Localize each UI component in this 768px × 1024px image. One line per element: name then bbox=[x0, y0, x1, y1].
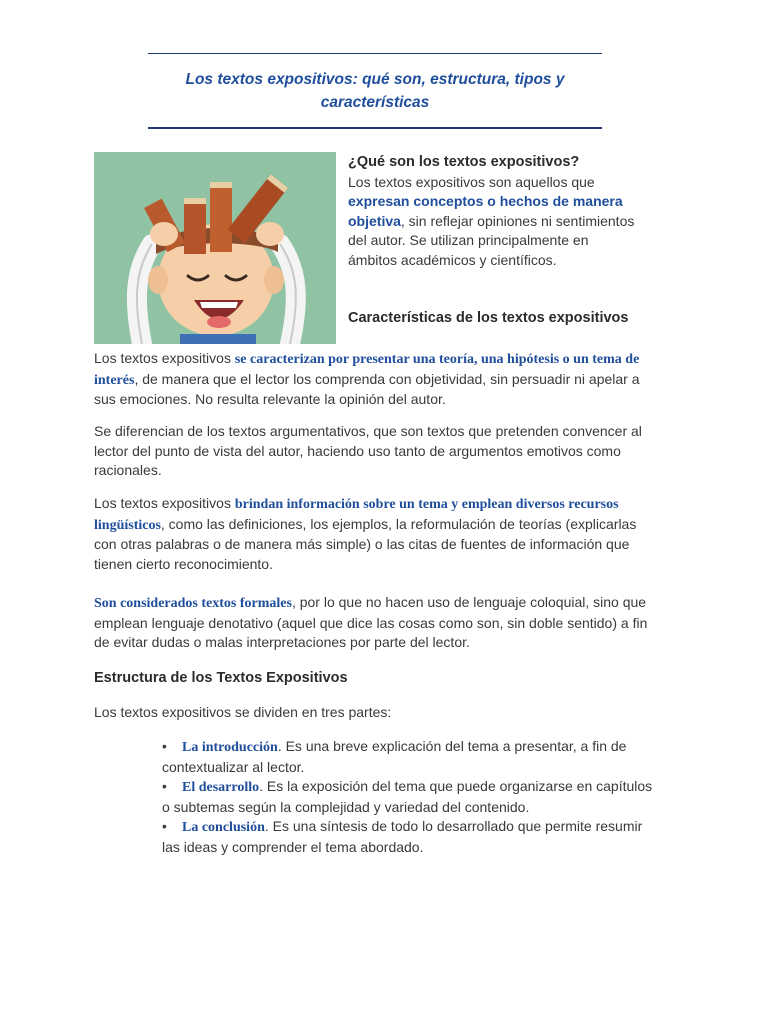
intro-section bbox=[348, 153, 640, 270]
p3-highlight: brindan información sobre un tema y emplean diversos recursos lingüísticos bbox=[94, 497, 619, 533]
title-bottom-rule bbox=[148, 127, 602, 129]
list-item bbox=[162, 737, 662, 777]
list-item-text: . Es una síntesis de todo lo desarrollado que permite resumir las ideas y comprender el tema abordado. bbox=[162, 818, 643, 855]
p4-text-1: , por lo que no hacen uso de lenguaje coloquial, sino que emplean lenguaje denotativo (aquel que dice las cosas como son, sin doble sentido) a fin de evitar dudas o malas interpretaciones por parte del lector. bbox=[94, 594, 648, 650]
structure-intro: Los textos expositivos se dividen en tres partes: bbox=[94, 704, 392, 720]
characteristics-paragraph-4 bbox=[94, 593, 660, 653]
intro-text-1: Los textos expositivos son aquellos que bbox=[348, 173, 595, 190]
structure-heading: Estructura de los Textos Expositivos bbox=[94, 670, 348, 686]
characteristics-paragraph-1 bbox=[94, 349, 660, 410]
title-line-2: características bbox=[320, 94, 430, 111]
bullet-icon: • bbox=[162, 778, 167, 794]
characteristics-paragraph-3 bbox=[94, 494, 660, 574]
p4-highlight: Son considerados textos formales bbox=[94, 596, 292, 611]
list-item bbox=[162, 817, 662, 857]
bullet-icon: • bbox=[162, 818, 167, 834]
p1-text-1: Los textos expositivos bbox=[94, 350, 235, 366]
list-item-text: . Es una breve explicación del tema a presentar, a fin de contextualizar al lector. bbox=[162, 738, 627, 775]
list-item-text: . Es la exposición del tema que puede organizarse en capítulos o subtemas según la complejidad y variedad del contenido. bbox=[162, 778, 653, 815]
p3-text-2: , como las definiciones, los ejemplos, la reformulación de teorías (explicarlas con otras palabras o de manera más simple) o las citas de fuentes de información que tienen cierto reconocimiento. bbox=[94, 515, 637, 572]
intro-text-2: , sin reflejar opiniones ni sentimientos del autor. Se utilizan principalmente en ámbitos académicos y científicos. bbox=[348, 212, 635, 268]
characteristics-heading: Características de los textos expositivos bbox=[348, 310, 629, 326]
document-title bbox=[148, 68, 602, 114]
list-item bbox=[162, 777, 662, 817]
boy-with-books-in-head-illustration bbox=[94, 152, 336, 344]
bullet-icon: • bbox=[162, 738, 167, 754]
list-item-term: La conclusión bbox=[182, 820, 265, 835]
p1-highlight: se caracterizan por presentar una teoría, una hipótesis o un tema de interés bbox=[94, 352, 640, 388]
title-top-rule bbox=[148, 53, 602, 54]
intro-heading: ¿Qué son los textos expositivos? bbox=[348, 154, 580, 170]
intro-highlight: expresan conceptos o hechos de manera objetiva bbox=[348, 193, 623, 229]
list-item-term: El desarrollo bbox=[182, 780, 260, 795]
structure-list bbox=[162, 737, 662, 857]
characteristics-paragraph-2: Se diferencian de los textos argumentativos, que son textos que pretenden convencer al lector del punto de vista del autor, haciendo uso tanto de argumentos emotivos como racionales. bbox=[94, 423, 642, 478]
intro-paragraph bbox=[348, 173, 640, 271]
p1-text-2: , de manera que el lector los comprenda con objetividad, sin persuadir ni apelar a sus emociones. No resulta relevante la opinión del autor. bbox=[94, 370, 640, 407]
list-item-term: La introducción bbox=[182, 740, 278, 755]
title-line-1: Los textos expositivos: qué son, estructura, tipos y bbox=[185, 71, 565, 88]
p3-text-1: Los textos expositivos bbox=[94, 495, 235, 511]
